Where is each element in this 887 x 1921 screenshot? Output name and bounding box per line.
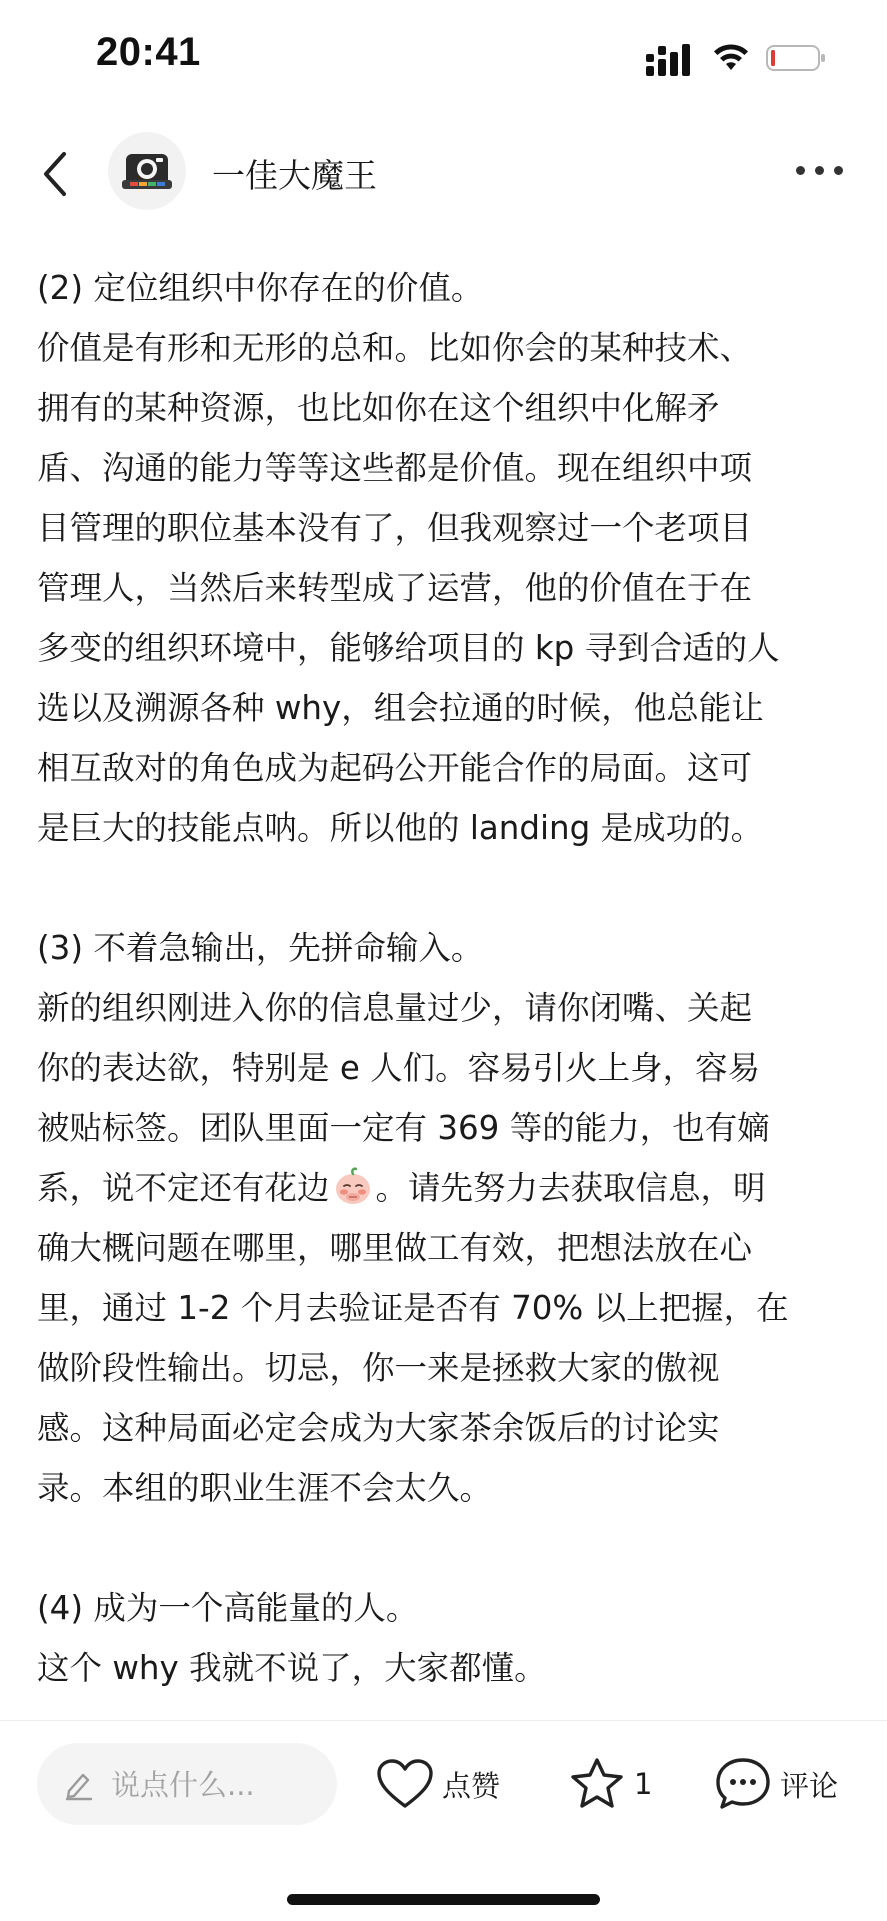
- article-line: 确大概问题在哪里，哪里做工有效，把想法放在心: [37, 1229, 753, 1267]
- wifi-icon: [712, 42, 750, 72]
- more-options-icon[interactable]: [794, 160, 846, 180]
- header-bar: [0, 120, 887, 228]
- cellular-signal-icon: [646, 44, 692, 76]
- article-line: (3) 不着急输出，先拼命输入。: [37, 929, 484, 967]
- article-line: 管理人，当然后来转型成了运营，他的价值在于在: [37, 569, 753, 607]
- favorite-count: 1: [634, 1767, 653, 1801]
- article-line: 价值是有形和无形的总和。比如你会的某种技术、: [37, 329, 753, 367]
- pencil-icon: [63, 1767, 95, 1801]
- status-time: 20:41: [96, 30, 201, 74]
- status-bar: [0, 0, 887, 120]
- article-line: 是巨大的技能点呐。所以他的 landing 是成功的。: [37, 809, 764, 847]
- battery-icon: [766, 45, 826, 71]
- article-line: (4) 成为一个高能量的人。: [37, 1589, 419, 1627]
- avatar[interactable]: [108, 132, 186, 210]
- back-icon[interactable]: [36, 148, 76, 200]
- bottom-action-bar: [0, 1720, 887, 1921]
- article-line: 这个 why 我就不说了，大家都懂。: [37, 1649, 547, 1687]
- like-label: 点赞: [442, 1768, 501, 1803]
- article-line: (2) 定位组织中你存在的价值。: [37, 269, 484, 307]
- article-line: 被贴标签。团队里面一定有 369 等的能力，也有嫡: [37, 1109, 770, 1147]
- article-line: 新的组织刚进入你的信息量过少，请你闭嘴、关起: [37, 989, 753, 1027]
- article-text: 。请先努力去获取信息，明: [375, 1169, 766, 1207]
- article-line: 你的表达欲，特别是 e 人们。容易引火上身，容易: [37, 1049, 761, 1087]
- comment-input[interactable]: [37, 1743, 337, 1825]
- favorite-button[interactable]: [568, 1743, 652, 1825]
- article-line: 拥有的某种资源，也比如你在这个组织中化解矛: [37, 389, 720, 427]
- article-line: 盾、沟通的能力等等这些都是价值。现在组织中项: [37, 449, 753, 487]
- article-line: 录。本组的职业生涯不会太久。: [37, 1469, 493, 1507]
- heart-icon: [376, 1758, 434, 1810]
- comment-button[interactable]: [714, 1743, 838, 1825]
- author-name[interactable]: 一佳大魔王: [212, 156, 377, 195]
- article-line: 做阶段性输出。切忌，你一来是拯救大家的傲视: [37, 1349, 720, 1387]
- article-line: 选以及溯源各种 why，组会拉通的时候，他总能让: [37, 689, 764, 727]
- shy-face-emoji-icon: [332, 1165, 374, 1207]
- article-body: [37, 258, 857, 1698]
- article-line-with-emoji: [37, 1158, 857, 1218]
- star-icon: [568, 1756, 626, 1812]
- article-line: 多变的组织环境中，能够给项目的 kp 寻到合适的人: [37, 629, 780, 667]
- like-button[interactable]: [376, 1743, 500, 1825]
- article-line: 里，通过 1-2 个月去验证是否有 70% 以上把握，在: [37, 1289, 789, 1327]
- article-line: 感。这种局面必定会成为大家茶余饭后的讨论实: [37, 1409, 720, 1447]
- home-indicator[interactable]: [287, 1894, 600, 1905]
- paragraph-gap: [37, 1518, 857, 1578]
- camera-avatar-icon: [108, 132, 186, 210]
- paragraph-gap: [37, 858, 857, 918]
- article-text: 系，说不定还有花边: [37, 1169, 330, 1207]
- comment-placeholder: 说点什么...: [111, 1768, 255, 1802]
- article-line: 目管理的职位基本没有了，但我观察过一个老项目: [37, 509, 753, 547]
- article-line: 相互敌对的角色成为起码公开能合作的局面。这可: [37, 749, 753, 787]
- comment-bubble-icon: [714, 1756, 772, 1812]
- comment-label: 评论: [780, 1768, 839, 1803]
